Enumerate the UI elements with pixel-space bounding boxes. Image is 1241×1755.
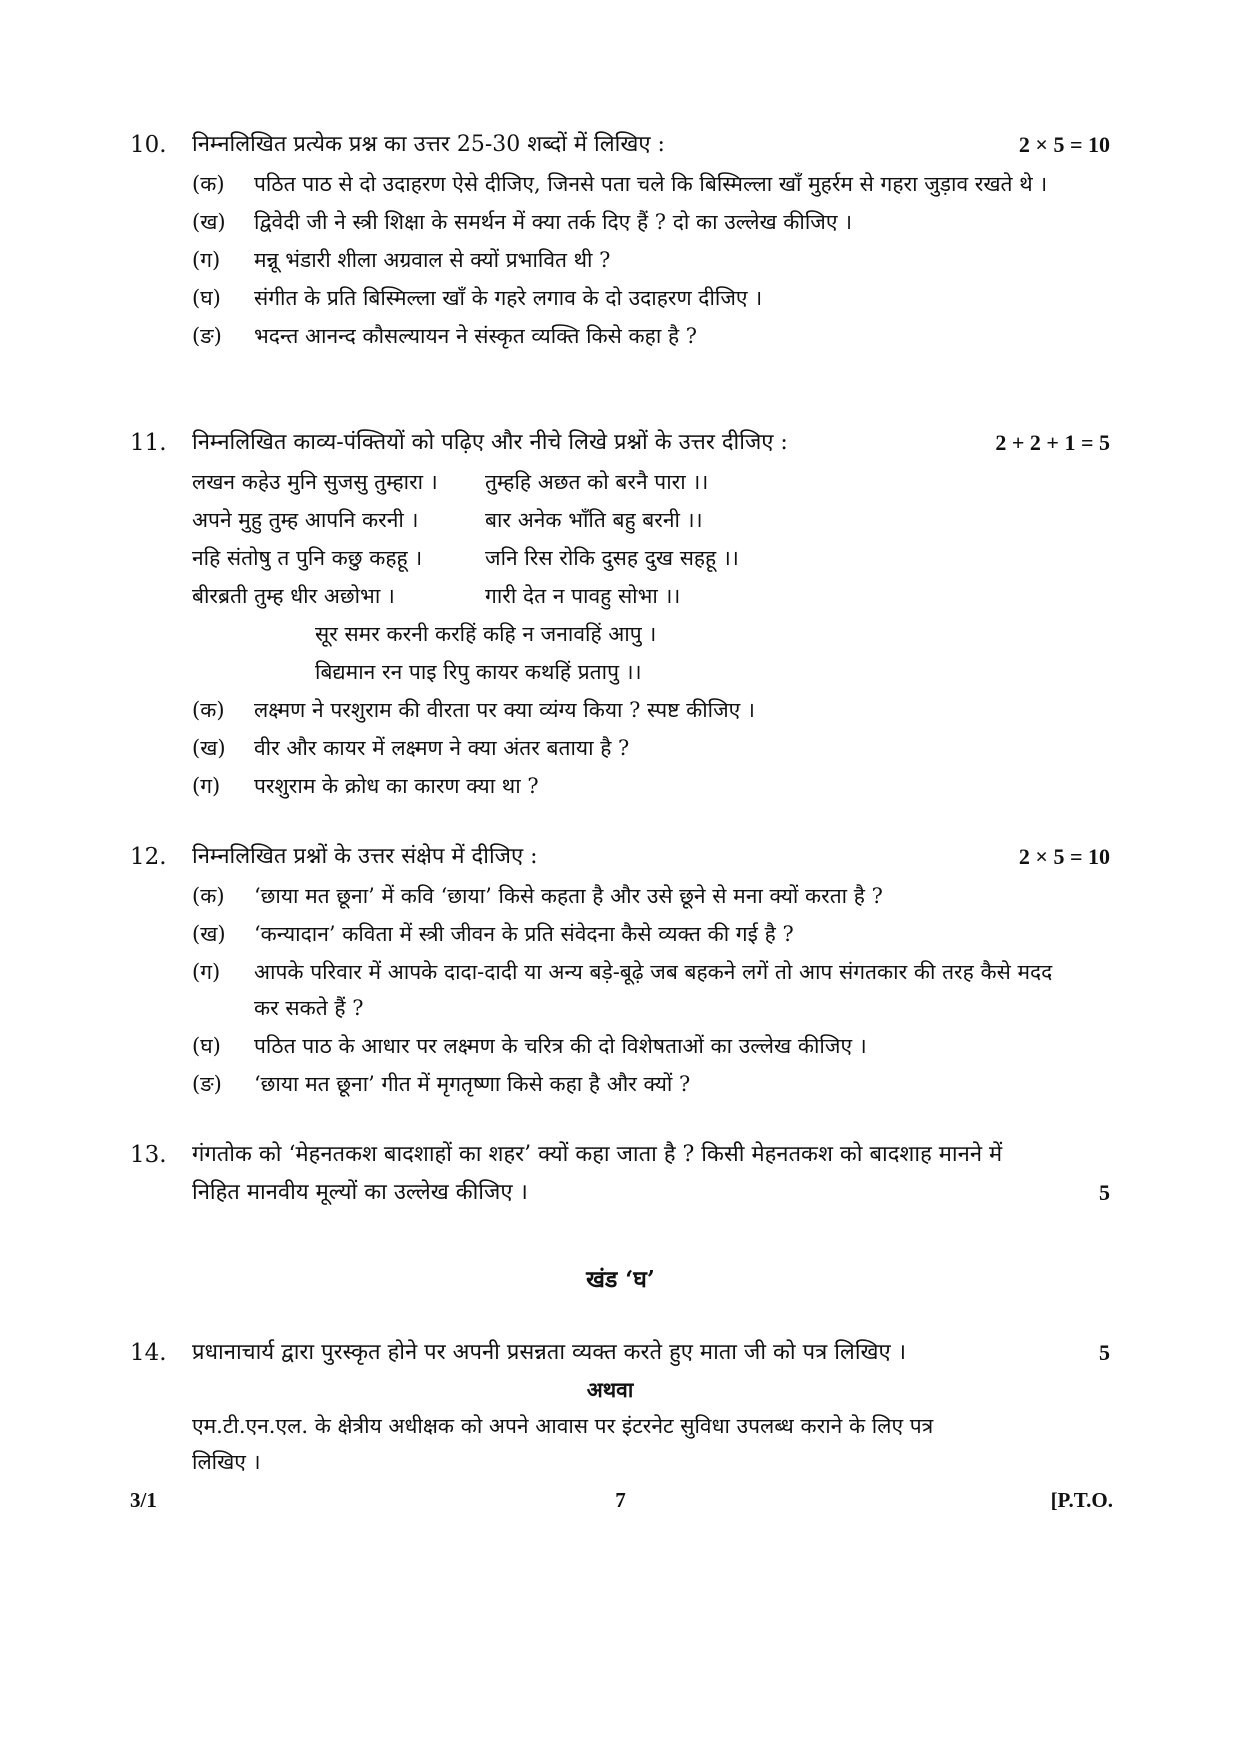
verse-half: बार अनेक भाँति बहु बरनी ।।	[485, 508, 703, 532]
verse-half: बीरब्रती तुम्ह धीर अछोभा ।	[192, 584, 395, 608]
verse-line	[130, 578, 1110, 616]
question-11	[130, 426, 1110, 806]
sub-question	[130, 916, 1110, 952]
page-number: 7	[615, 1488, 626, 1512]
sub-question-label: (क)	[192, 698, 225, 722]
sub-question-text: पठित पाठ के आधार पर लक्ष्मण के चरित्र की दो विशेषताओं का उल्लेख कीजिए ।	[254, 1034, 867, 1058]
question-text: निम्नलिखित प्रत्येक प्रश्न का उत्तर 25-30 शब्दों में लिखिए :	[192, 132, 665, 157]
question-10	[130, 128, 1110, 356]
sub-question	[130, 242, 1110, 278]
verse-half: नहि संतोषु त पुनि कछु कहहू ।	[192, 546, 423, 570]
sub-question-label: (ग)	[192, 774, 221, 798]
question-marks: 2 × 5 = 10	[1018, 132, 1110, 157]
question-number: 10.	[130, 132, 167, 158]
sub-question-text: भदन्त आनन्द कौसल्यायन ने संस्कृत व्यक्ति किसे कहा है ?	[254, 324, 698, 348]
or-separator: अथवा	[586, 1377, 634, 1402]
sub-question-label: (क)	[192, 172, 225, 196]
sub-question-label: (ग)	[192, 960, 221, 984]
sub-question-text: द्विवेदी जी ने स्त्री शिक्षा के समर्थन में क्या तर्क दिए हैं ? दो का उल्लेख कीजिए ।	[254, 210, 853, 234]
question-marks: 5	[1099, 1180, 1110, 1205]
verse-line	[130, 540, 1110, 578]
couplet-line: बिद्यमान रन पाइ रिपु कायर कथहिं प्रतापु ।।	[315, 660, 642, 684]
verse-half: लखन कहेउ मुनि सुजसु तुम्हारा ।	[192, 470, 438, 494]
question-13	[130, 1138, 1110, 1214]
sub-question-text: लक्ष्मण ने परशुराम की वीरता पर क्या व्यंग्य किया ? स्पष्ट कीजिए ।	[254, 698, 755, 722]
question-text-line: गंगतोक को ‘मेहनतकश बादशाहों का शहर’ क्यों कहा जाता है ? किसी मेहनतकश को बादशाह मानने में	[192, 1142, 1003, 1167]
question-marks: 5	[1099, 1340, 1110, 1365]
sub-question	[130, 954, 1110, 1026]
paper-code: 3/1	[130, 1488, 157, 1512]
question-marks: 2 + 2 + 1 = 5	[995, 430, 1110, 455]
sub-question-text: आपके परिवार में आपके दादा-दादी या अन्य बड़े-बूढ़े जब बहकने लगें तो आप संगतकार की तरह कैसे मदद कर सकते हैं ?	[254, 960, 1053, 1020]
sub-question	[130, 204, 1110, 240]
question-number: 13.	[130, 1142, 167, 1168]
verse-half: अपने मुहु तुम्ह आपनि करनी ।	[192, 508, 419, 532]
sub-question-text: संगीत के प्रति बिस्मिल्ला खाँ के गहरे लगाव के दो उदाहरण दीजिए ।	[254, 286, 763, 310]
sub-question	[130, 878, 1110, 914]
question-text: निम्नलिखित प्रश्नों के उत्तर संक्षेप में दीजिए :	[192, 844, 538, 869]
alternative-question-line: लिखिए ।	[192, 1450, 261, 1474]
sub-question	[130, 318, 1110, 354]
sub-question-label: (ङ)	[192, 1072, 222, 1096]
sub-question-label: (घ)	[192, 1034, 221, 1058]
sub-question-text: परशुराम के क्रोध का कारण क्या था ?	[254, 774, 539, 798]
question-text: निम्नलिखित काव्य-पंक्तियों को पढ़िए और नीचे लिखे प्रश्नों के उत्तर दीजिए :	[192, 430, 788, 455]
sub-question	[130, 1066, 1110, 1102]
question-text-line: निहित मानवीय मूल्यों का उल्लेख कीजिए ।	[192, 1180, 528, 1205]
sub-question	[130, 730, 1110, 766]
sub-question	[130, 166, 1110, 202]
sub-question	[130, 692, 1110, 728]
pto-label: [P.T.O.	[1050, 1488, 1113, 1512]
sub-question	[130, 1028, 1110, 1064]
sub-question-text: ‘छाया मत छूना’ गीत में मृगतृष्णा किसे कहा है और क्यों ?	[254, 1072, 691, 1096]
verse-half: जनि रिस रोकि दुसह दुख सहहू ।।	[485, 546, 739, 570]
question-number: 14.	[130, 1340, 167, 1366]
question-number: 11.	[130, 430, 167, 456]
sub-question-label: (ङ)	[192, 324, 222, 348]
sub-question-label: (क)	[192, 884, 225, 908]
section-heading: खंड ‘घ’	[586, 1266, 655, 1293]
sub-question-label: (ख)	[192, 210, 226, 234]
question-text: प्रधानाचार्य द्वारा पुरस्कृत होने पर अपनी प्रसन्नता व्यक्त करते हुए माता जी को पत्र लिखिए ।	[192, 1340, 907, 1365]
question-14	[130, 1336, 1110, 1480]
question-marks: 2 × 5 = 10	[1018, 844, 1110, 869]
sub-question	[130, 768, 1110, 804]
sub-question-text: ‘छाया मत छूना’ में कवि ‘छाया’ किसे कहता है और उसे छूने से मना क्यों करता है ?	[254, 884, 883, 908]
couplet-line: सूर समर करनी करहिं कहि न जनावहिं आपु ।	[315, 622, 657, 646]
verse-line	[130, 464, 1110, 502]
verse-half: तुम्हहि अछत को बरनै पारा ।।	[485, 470, 709, 494]
sub-question-label: (ग)	[192, 248, 221, 272]
sub-question-text: ‘कन्यादान’ कविता में स्त्री जीवन के प्रति संवेदना कैसे व्यक्त की गई है ?	[254, 922, 794, 946]
sub-question-label: (ख)	[192, 736, 226, 760]
sub-question-label: (ख)	[192, 922, 226, 946]
verse-line	[130, 502, 1110, 540]
alternative-question-line: एम.टी.एन.एल. के क्षेत्रीय अधीक्षक को अपने आवास पर इंटरनेट सुविधा उपलब्ध कराने के लिए पत्र	[192, 1414, 934, 1438]
sub-question-text: वीर और कायर में लक्ष्मण ने क्या अंतर बताया है ?	[254, 736, 630, 760]
verse-half: गारी देत न पावहु सोभा ।।	[485, 584, 681, 608]
sub-question-text: मन्नू भंडारी शीला अग्रवाल से क्यों प्रभावित थी ?	[254, 248, 611, 272]
sub-question-text: पठित पाठ से दो उदाहरण ऐसे दीजिए, जिनसे पता चले कि बिस्मिल्ला खाँ मुहर्रम से गहरा जुड़ाव रखते थे ।	[254, 172, 1048, 196]
question-12	[130, 840, 1110, 1104]
question-number: 12.	[130, 844, 167, 870]
sub-question	[130, 280, 1110, 316]
sub-question-label: (घ)	[192, 286, 221, 310]
